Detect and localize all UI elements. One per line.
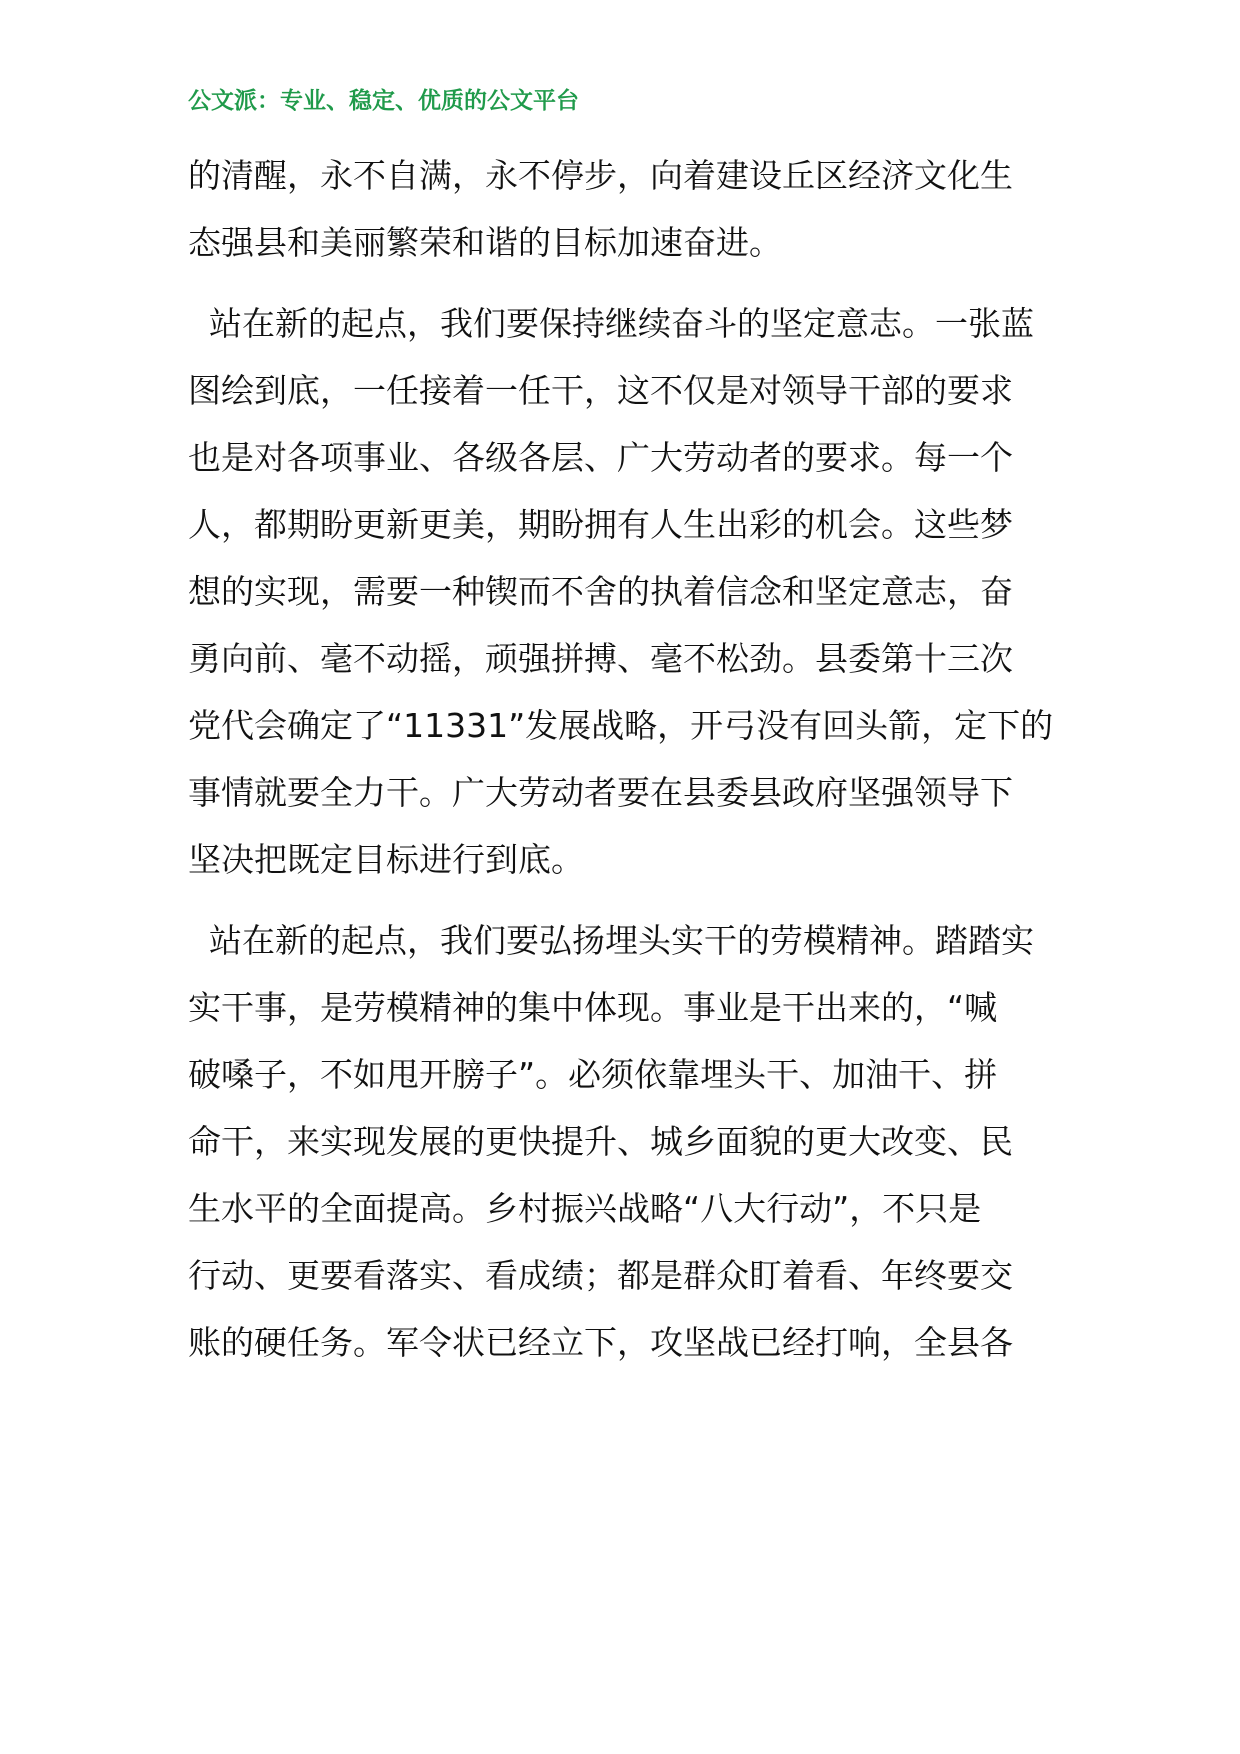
text-line: 账的硬任务。军令状已经立下，攻坚战已经打响，全县各 xyxy=(188,1323,1013,1362)
text-line: 行动、更要看落实、看成绩；都是群众盯着看、年终要交 xyxy=(188,1256,1013,1295)
text-line: 站在新的起点，我们要弘扬埋头实干的劳模精神。踏踏实 xyxy=(188,921,1034,960)
text-line: 也是对各项事业、各级各层、广大劳动者的要求。每一个 xyxy=(188,438,1013,477)
text-line: 态强县和美丽繁荣和谐的目标加速奋进。 xyxy=(188,223,782,262)
text-line: 想的实现，需要一种锲而不舍的执着信念和坚定意志，奋 xyxy=(188,572,1013,611)
text-line: 命干，来实现发展的更快提升、城乡面貌的更大改变、民 xyxy=(188,1122,1013,1161)
text-line: 勇向前、毫不动摇，顽强拼搏、毫不松劲。县委第十三次 xyxy=(188,639,1013,678)
text-line: 破嗓子，不如甩开膀子”。必须依靠埋头干、加油干、拼 xyxy=(188,1055,998,1094)
text-line: 人，都期盼更新更美，期盼拥有人生出彩的机会。这些梦 xyxy=(188,505,1013,544)
text-line: 实干事，是劳模精神的集中体现。事业是干出来的，“喊 xyxy=(188,988,998,1027)
text-line: 坚决把既定目标进行到底。 xyxy=(188,840,584,879)
text-line: 党代会确定了“11331”发展战略，开弓没有回头箭，定下的 xyxy=(188,706,1054,745)
text-line: 图绘到底，一任接着一任干，这不仅是对领导干部的要求 xyxy=(188,371,1013,410)
page-header: 公文派：专业、稳定、优质的公文平台 xyxy=(188,88,579,114)
text-line: 事情就要全力干。广大劳动者要在县委县政府坚强领导下 xyxy=(188,773,1013,812)
text-line: 站在新的起点，我们要保持继续奋斗的坚定意志。一张蓝 xyxy=(188,304,1034,343)
text-line: 生水平的全面提高。乡村振兴战略“八大行动”，不只是 xyxy=(188,1189,982,1228)
text-line: 的清醒，永不自满，永不停步，向着建设丘区经济文化生 xyxy=(188,156,1013,195)
